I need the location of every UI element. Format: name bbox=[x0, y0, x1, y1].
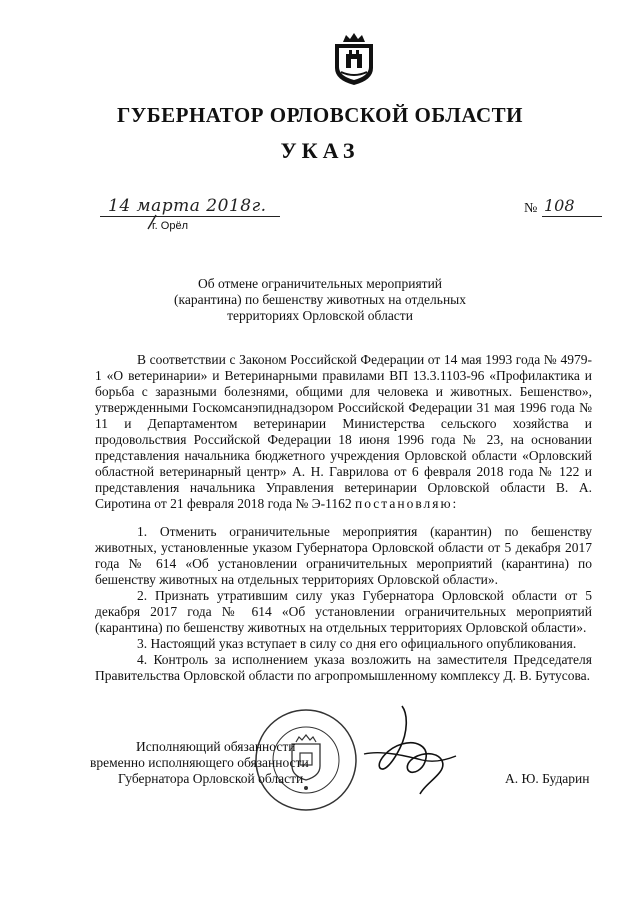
decree-item: 2. Признать утратившим силу указ Губернатора Орловской области от 5 декабря 2017 года № 614 «Об установлении ограничительных мероприятий (карантина) по бешенству животных на отдельных территориях Орловской области». bbox=[95, 588, 592, 635]
preamble-paragraph bbox=[95, 352, 592, 512]
decree-subject bbox=[120, 276, 520, 324]
decree-body bbox=[95, 352, 592, 684]
decree-item: 1. Отменить ограничительные мероприятия (карантин) по бешенству животных, установленные указом Губернатора Орловской области от 5 декабря 2017 года № 614 «Об установлении ограничительных мероприятий (карантина) по бешенству животных на отдельных территориях Орловской области». bbox=[95, 524, 592, 587]
signatory-title-line: временно исполняющего обязанности bbox=[90, 755, 309, 770]
decree-item: 3. Настоящий указ вступает в силу со дня его официального опубликования. bbox=[137, 636, 577, 651]
decree-item: 4. Контроль за исполнением указа возложить на заместителя Председателя Правительства Орловской области по агропромышленному комплексу Д. В. Бутусова. bbox=[95, 652, 592, 683]
subject-line: Об отмене ограничительных мероприятий bbox=[197, 276, 443, 291]
subject-line: (карантина) по бешенству животных на отдельных bbox=[173, 292, 466, 307]
signatory-title bbox=[90, 739, 330, 787]
document-number bbox=[524, 196, 604, 222]
coat-of-arms-icon bbox=[331, 30, 377, 86]
date-block bbox=[100, 196, 290, 240]
number-underline bbox=[542, 216, 602, 217]
handwritten-signature-icon bbox=[362, 700, 458, 800]
signatory-title-line: Исполняющий обязанности bbox=[136, 739, 296, 754]
date-underline bbox=[100, 216, 280, 217]
decree-word: постановляю: bbox=[355, 496, 459, 511]
handwritten-number: 108 bbox=[544, 196, 575, 215]
subject-line: территориях Орловской области bbox=[227, 308, 413, 323]
preamble-text: В соответствии с Законом Российской Федерации от 14 мая 1993 года № 4979-1 «О ветеринарии» и Ветеринарными правилами ВП 13.3.1103-96 «Профилактика и борьба с заразными болезнями, общими для человека и животных. Бешенство», утвержденными Госкомсанэпиднадзором Российской Федерации 31 мая 1996 года № 11 и Департаментом ветеринарии Министерства сельского хозяйства и продовольствия Российской Федерации 18 июня 1996 года № 23, на основании представления начальника бюджетного учреждения Орловской области «Орловский областной ветеринарный центр» А. Н. Гаврилова от 6 февраля 2018 года № 122 и представления начальника Управления ветеринарии Орловской области В. А. Сиротина от 21 февраля 2018 года № Э-1162 bbox=[95, 352, 592, 511]
city-label: г. Орёл bbox=[152, 220, 188, 232]
number-sign: № bbox=[524, 201, 538, 216]
handwritten-date: 14 марта 2018г. bbox=[108, 196, 267, 216]
signatory-title-line: Губернатора Орловской области bbox=[118, 771, 304, 786]
document-type-title: УКАЗ bbox=[280, 138, 360, 163]
issuing-authority: ГУБЕРНАТОР ОРЛОВСКОЙ ОБЛАСТИ bbox=[116, 103, 524, 127]
signatory-name: А. Ю. Бударин bbox=[505, 771, 590, 786]
